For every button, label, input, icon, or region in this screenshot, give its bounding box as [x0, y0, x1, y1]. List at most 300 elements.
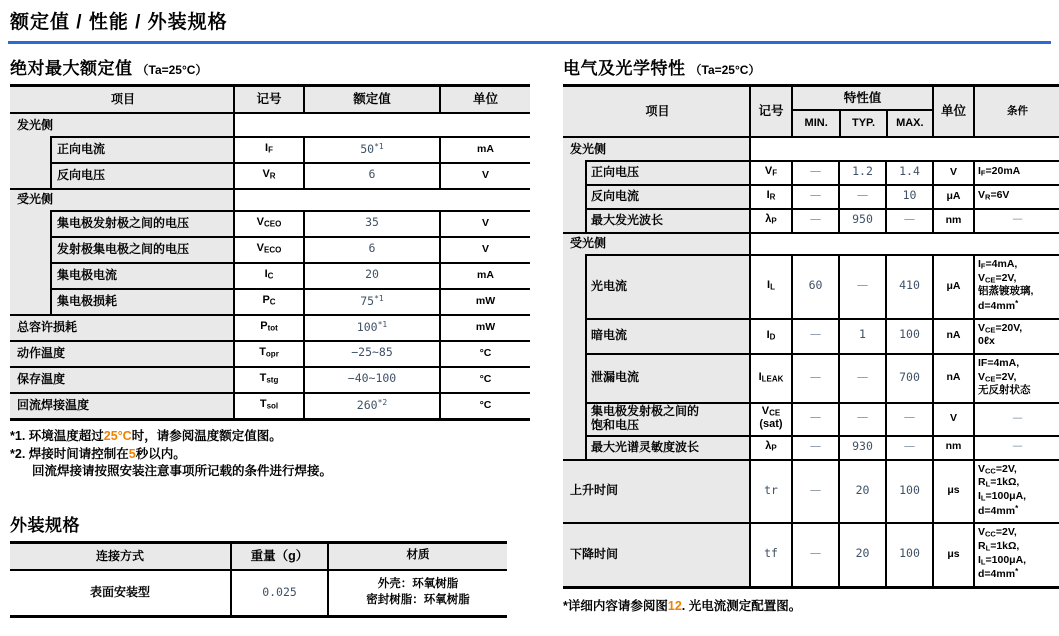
unit-cell-text: μs — [947, 484, 960, 497]
min-cell-text: 60 — [808, 277, 823, 292]
typ-cell-text: — — [856, 188, 869, 203]
item-label — [10, 392, 233, 418]
item-label — [10, 262, 233, 288]
item-label-text: 最大发光波长 — [591, 212, 664, 227]
symbol-cell — [749, 184, 791, 208]
header-subrow-min-typ-max — [793, 111, 932, 136]
unit-cell-text: V — [481, 242, 489, 255]
rating-cell-text: 6 — [368, 167, 376, 182]
min-cell — [791, 353, 838, 402]
package-table-body — [10, 571, 507, 615]
max-cell-text: 100 — [899, 327, 920, 342]
symbol-cell — [749, 522, 791, 586]
unit-cell — [439, 392, 530, 418]
header-cell-typ: TYP. — [839, 111, 885, 136]
section-row — [10, 188, 530, 210]
typ-cell — [838, 435, 885, 459]
symbol-cell-text: $V_{ECO}$ — [256, 242, 282, 255]
table-row — [10, 288, 530, 314]
symbol-cell-text: $I_F$ — [265, 142, 273, 155]
max-cell — [885, 160, 932, 184]
symbol-cell — [233, 162, 303, 188]
max-cell — [885, 254, 932, 318]
symbol-cell-text: $P_C$ — [262, 294, 276, 307]
section-blank — [749, 232, 1059, 254]
material-cell — [327, 571, 507, 615]
unit-cell — [932, 160, 973, 184]
section-blank — [749, 138, 1059, 160]
package-heading: 外装规格 — [10, 515, 80, 535]
item-label — [563, 208, 749, 232]
unit-cell — [439, 262, 530, 288]
abs-max-header-row — [10, 87, 530, 114]
symbol-cell — [233, 340, 303, 366]
unit-cell-text: nA — [946, 371, 961, 384]
section-label-text: 发光侧 — [17, 117, 54, 132]
symbol-cell-text: $\lambda_P$ — [765, 213, 777, 226]
max-cell-text: 100 — [899, 482, 920, 497]
max-cell-text: 100 — [899, 546, 920, 561]
condition-cell-text: $I_F=20mA$ — [978, 165, 1021, 178]
rating-cell-text: 6 — [368, 241, 376, 256]
header-cell-rating: 额定值 — [303, 87, 439, 112]
rating-cell-text: 260$^{*2}$ — [356, 397, 388, 412]
abs-max-footnotes — [10, 428, 532, 481]
typ-cell-text: 1.2 — [852, 164, 873, 179]
condition-cell-text: $V_R=6V$ — [978, 189, 1010, 202]
max-cell — [885, 522, 932, 586]
unit-cell-text: V — [481, 168, 489, 181]
unit-cell-text: mA — [477, 142, 494, 155]
item-label-text: 正向电压 — [591, 164, 640, 179]
unit-cell — [439, 340, 530, 366]
two-column-layout — [8, 50, 1051, 618]
item-label-text: 保存温度 — [17, 371, 66, 386]
symbol-cell — [233, 314, 303, 340]
unit-cell-text: mW — [475, 294, 496, 307]
page-title: 额定值 / 性能 / 外装规格 — [10, 12, 228, 33]
header-group-characteristics — [791, 87, 932, 136]
max-cell-text: — — [903, 438, 916, 453]
header-cell-symbol: 记号 — [233, 87, 303, 112]
symbol-cell — [749, 254, 791, 318]
typ-cell — [838, 402, 885, 435]
item-label-text: 暗电流 — [591, 328, 628, 343]
typ-cell-text: 1 — [859, 327, 866, 342]
package-table — [10, 541, 507, 618]
min-cell-text: — — [809, 212, 822, 227]
item-label-text: 上升时间 — [570, 483, 619, 498]
symbol-cell — [233, 262, 303, 288]
section-row — [563, 232, 1059, 254]
item-label — [563, 435, 749, 459]
max-cell — [885, 318, 932, 353]
table-row — [563, 184, 1059, 208]
rating-cell — [303, 340, 439, 366]
item-label — [563, 318, 749, 353]
table-row — [10, 210, 530, 236]
symbol-cell — [749, 402, 791, 435]
item-label — [563, 522, 749, 586]
typ-cell-text: — — [856, 369, 869, 384]
item-label-text: 反向电流 — [591, 188, 640, 203]
item-label — [10, 340, 233, 366]
unit-cell-text: nm — [945, 440, 962, 453]
symbol-cell-text: $T_{stg}$ — [259, 372, 279, 385]
unit-cell — [932, 435, 973, 459]
unit-cell — [932, 254, 973, 318]
item-label-text: 发射极集电极之间的电压 — [57, 241, 190, 256]
unit-cell — [439, 288, 530, 314]
electro-table — [563, 84, 1059, 589]
min-cell-text: — — [809, 327, 822, 342]
typ-cell-text: 950 — [852, 212, 873, 227]
min-cell — [791, 522, 838, 586]
unit-cell — [439, 366, 530, 392]
max-cell — [885, 208, 932, 232]
symbol-cell-text: $\lambda_P$ — [765, 440, 777, 453]
section-label-text: 发光侧 — [570, 141, 607, 156]
min-cell — [791, 459, 838, 523]
rating-cell-text: 75$^{*1}$ — [360, 293, 384, 308]
typ-cell — [838, 318, 885, 353]
mount-type-cell-text: 表面安装型 — [89, 585, 150, 600]
condition-cell-text: IF=4mA, $V_{CE}=2V$, 无反射状态 — [978, 357, 1031, 397]
unit-cell — [439, 314, 530, 340]
unit-cell-text: μA — [946, 279, 961, 292]
table-row — [563, 208, 1059, 232]
symbol-cell-text: $I_C$ — [264, 268, 274, 281]
rating-cell-text: 35 — [365, 215, 379, 230]
abs-max-ta-condition: （Ta=25°C） — [136, 63, 208, 77]
rating-cell — [303, 136, 439, 162]
unit-cell — [439, 236, 530, 262]
symbol-cell — [749, 208, 791, 232]
table-row — [563, 402, 1059, 435]
item-label-text: 泄漏电流 — [591, 370, 640, 385]
unit-cell-text: nA — [946, 329, 961, 342]
symbol-cell — [749, 160, 791, 184]
typ-cell — [838, 353, 885, 402]
symbol-cell — [233, 366, 303, 392]
unit-cell — [932, 459, 973, 523]
item-label — [563, 353, 749, 402]
header-cell-unit: 单位 — [932, 87, 973, 136]
symbol-cell-text: $I_L$ — [767, 279, 775, 292]
weight-cell — [230, 571, 327, 615]
unit-cell — [439, 162, 530, 188]
symbol-cell — [233, 136, 303, 162]
condition-cell-text: $V_{CC}=2V$, $R_L=1k\Omega$, $I_L=100\mu A$, d=4mm* — [978, 462, 1027, 517]
section-blank — [233, 188, 530, 210]
package-header-row — [10, 544, 507, 571]
unit-cell-text: V — [481, 216, 489, 229]
unit-cell-text: nm — [945, 213, 962, 226]
unit-cell-text: V — [949, 165, 957, 178]
unit-cell-text: V — [949, 412, 957, 425]
rating-cell — [303, 366, 439, 392]
section-label-text: 受光侧 — [570, 235, 607, 250]
max-cell-text: — — [903, 212, 916, 227]
min-cell-text: — — [809, 482, 822, 497]
typ-cell — [838, 522, 885, 586]
min-cell — [791, 254, 838, 318]
typ-cell — [838, 184, 885, 208]
symbol-cell-text: $T_{sol}$ — [259, 398, 279, 411]
table-row — [10, 392, 530, 418]
min-cell-text: — — [809, 164, 822, 179]
item-label — [10, 162, 233, 188]
symbol-cell-text: $I_R$ — [766, 189, 776, 202]
table-row — [10, 136, 530, 162]
max-cell — [885, 459, 932, 523]
item-label-text: 回流焊接温度 — [17, 397, 90, 412]
item-label-text: 集电极损耗 — [57, 293, 118, 308]
unit-cell — [932, 402, 973, 435]
max-cell-text: 10 — [902, 188, 917, 203]
section-row — [10, 114, 530, 136]
rating-cell — [303, 288, 439, 314]
item-label-text: 动作温度 — [17, 345, 66, 360]
condition-cell — [973, 184, 1059, 208]
unit-cell-text: °C — [479, 398, 492, 411]
item-label-text: 下降时间 — [570, 547, 619, 562]
symbol-cell-text: $P_{tot}$ — [260, 320, 278, 333]
electro-ta-condition: （Ta=25°C） — [689, 63, 761, 77]
typ-cell-text: 930 — [852, 438, 873, 453]
table-row — [10, 314, 530, 340]
condition-cell — [973, 459, 1059, 523]
electro-header-row — [563, 87, 1059, 138]
electro-table-body — [563, 138, 1059, 586]
rating-cell-text: 100$^{*1}$ — [356, 319, 388, 334]
table-row — [10, 366, 530, 392]
rating-cell-text: 50$^{*1}$ — [360, 141, 384, 156]
header-cell-condition: 条件 — [973, 87, 1059, 136]
item-label — [10, 136, 233, 162]
item-label — [10, 210, 233, 236]
typ-cell — [838, 254, 885, 318]
table-row — [563, 160, 1059, 184]
item-label — [563, 184, 749, 208]
unit-cell — [932, 208, 973, 232]
symbol-cell — [749, 435, 791, 459]
min-cell-text: — — [809, 546, 822, 561]
section-label — [10, 188, 233, 210]
typ-cell-text: 20 — [855, 546, 870, 561]
typ-cell-text: 20 — [855, 482, 870, 497]
table-row — [563, 254, 1059, 318]
abs-max-heading — [10, 54, 532, 79]
rating-cell — [303, 392, 439, 418]
table-row — [563, 459, 1059, 523]
condition-cell-text: $V_{CE}=20V$, 0ℓx — [978, 321, 1023, 348]
symbol-cell-text: $V_R$ — [262, 168, 276, 181]
condition-cell — [973, 435, 1059, 459]
symbol-cell — [749, 318, 791, 353]
item-label-text: 集电极电流 — [57, 267, 118, 282]
section-label — [563, 138, 749, 160]
item-label — [563, 459, 749, 523]
condition-cell — [973, 402, 1059, 435]
abs-max-table-body — [10, 114, 530, 418]
footnote-line: *1. 环境温度超过25°C时，请参阅温度额定值图。 — [10, 429, 282, 443]
condition-cell — [973, 254, 1059, 318]
electro-title: 电气及光学特性 — [563, 59, 686, 78]
unit-cell-text: °C — [479, 372, 492, 385]
symbol-cell-text: tf — [764, 546, 778, 561]
condition-cell-text: — — [1012, 213, 1023, 226]
max-cell — [885, 353, 932, 402]
unit-cell-text: μs — [947, 548, 960, 561]
max-cell-text: 1.4 — [899, 164, 920, 179]
symbol-cell-text: $I_D$ — [766, 328, 776, 342]
unit-cell-text: mW — [475, 320, 496, 333]
item-label-text: 最大光谱灵敏度波长 — [591, 439, 700, 454]
header-cell-max: MAX. — [886, 111, 932, 136]
table-row — [10, 340, 530, 366]
typ-cell-text: — — [856, 277, 869, 292]
table-row — [563, 318, 1059, 353]
min-cell-text: — — [809, 369, 822, 384]
item-label-text: 光电流 — [591, 278, 628, 293]
min-cell-text: — — [809, 410, 822, 425]
weight-cell-text: 0.025 — [262, 584, 297, 599]
unit-cell — [439, 136, 530, 162]
header-cell-item: 项目 — [563, 87, 749, 136]
symbol-cell-text: $V_F$ — [764, 165, 778, 178]
item-label-text: 正向电流 — [57, 141, 106, 156]
rating-cell — [303, 210, 439, 236]
condition-cell-text: — — [1012, 439, 1023, 452]
header-cell-characteristic-value: 特性值 — [793, 87, 932, 111]
typ-cell — [838, 208, 885, 232]
table-row — [10, 262, 530, 288]
condition-cell-text: — — [1012, 411, 1023, 424]
unit-cell — [932, 353, 973, 402]
section-label — [10, 114, 233, 136]
min-cell — [791, 184, 838, 208]
symbol-cell — [233, 210, 303, 236]
min-cell-text: — — [809, 438, 822, 453]
header-cell-item: 项目 — [10, 87, 233, 112]
max-cell-text: 700 — [899, 369, 920, 384]
section-label — [563, 232, 749, 254]
rating-cell — [303, 162, 439, 188]
item-label — [10, 288, 233, 314]
header-cell-unit: 单位 — [439, 87, 530, 112]
header-cell-min: MIN. — [804, 116, 828, 129]
header-cell-mount: 连接方式 — [95, 548, 144, 563]
table-row — [563, 353, 1059, 402]
section-row — [563, 138, 1059, 160]
condition-cell-text: $V_{CC}=2V$, $R_L=1k\Omega$, $I_L=100\mu A$, d=4mm* — [978, 526, 1027, 581]
max-cell — [885, 435, 932, 459]
item-label-text: 集电极发射极之间的电压 — [57, 215, 190, 230]
min-cell — [791, 318, 838, 353]
item-label-text: 集电极发射极之间的 饱和电压 — [591, 403, 700, 433]
unit-cell-text: °C — [479, 346, 492, 359]
rating-cell-text: −40~100 — [347, 371, 397, 386]
electro-footnote: *详细内容请参阅图12. 光电流测定配置图。 — [563, 599, 802, 614]
table-row — [10, 236, 530, 262]
abs-max-table — [10, 84, 530, 421]
section-label-text: 受光侧 — [17, 191, 54, 206]
typ-cell — [838, 459, 885, 523]
title-rule — [8, 41, 1051, 44]
electro-heading — [563, 54, 1059, 79]
typ-cell — [838, 160, 885, 184]
left-column — [10, 50, 532, 618]
symbol-cell — [749, 353, 791, 402]
table-row — [563, 435, 1059, 459]
right-column — [563, 50, 1059, 618]
rating-cell-text: −25~85 — [351, 345, 393, 360]
unit-cell — [932, 184, 973, 208]
unit-cell-text: mA — [477, 268, 494, 281]
symbol-cell-text: $I_{LEAK}$ — [758, 370, 784, 384]
symbol-cell-text: tr — [764, 482, 778, 497]
footnote-line: *2. 焊接时间请控制在5秒以内。 — [10, 446, 186, 461]
condition-cell — [973, 318, 1059, 353]
symbol-cell-text: $T_{opr}$ — [259, 346, 279, 359]
rating-cell — [303, 314, 439, 340]
unit-cell — [932, 522, 973, 586]
header-cell-weight: 重量（g） — [230, 544, 327, 569]
item-label — [563, 254, 749, 318]
rating-cell — [303, 262, 439, 288]
rating-cell — [303, 236, 439, 262]
symbol-cell — [233, 288, 303, 314]
condition-cell-text: $I_F=4mA$, $V_{CE}=2V$, 铝蒸镀玻璃, d=4mm* — [978, 258, 1034, 313]
unit-cell — [439, 210, 530, 236]
symbol-cell — [749, 459, 791, 523]
min-cell-text: — — [809, 188, 822, 203]
min-cell — [791, 160, 838, 184]
item-label — [563, 160, 749, 184]
item-label-text: 反向电压 — [57, 167, 106, 182]
unit-cell-text: μA — [946, 189, 961, 202]
symbol-cell — [233, 392, 303, 418]
item-label — [10, 314, 233, 340]
symbol-cell — [233, 236, 303, 262]
condition-cell — [973, 353, 1059, 402]
item-label — [10, 236, 233, 262]
item-label — [563, 402, 749, 435]
condition-cell — [973, 522, 1059, 586]
condition-cell — [973, 208, 1059, 232]
unit-cell — [932, 318, 973, 353]
max-cell-text: 410 — [899, 277, 920, 292]
min-cell — [791, 208, 838, 232]
rating-cell-text: 20 — [365, 267, 379, 282]
mount-type-cell — [10, 571, 230, 615]
typ-cell-text: — — [856, 410, 869, 425]
item-label — [10, 366, 233, 392]
header-cell-symbol: 记号 — [749, 87, 791, 136]
material-cell-text: 外壳：环氧树脂 密封树脂：环氧树脂 — [366, 577, 470, 606]
item-label-text: 总容许损耗 — [17, 319, 78, 334]
min-cell — [791, 435, 838, 459]
symbol-cell-text: $V_{CE}$ (sat) — [759, 405, 783, 431]
header-cell-material: 材质 — [327, 544, 507, 569]
footnote-line: 回流焊接请按照安装注意事项所记载的条件进行焊接。 — [32, 464, 333, 478]
table-row — [10, 571, 507, 615]
max-cell — [885, 402, 932, 435]
condition-cell — [973, 160, 1059, 184]
table-row — [563, 522, 1059, 586]
table-row — [10, 162, 530, 188]
